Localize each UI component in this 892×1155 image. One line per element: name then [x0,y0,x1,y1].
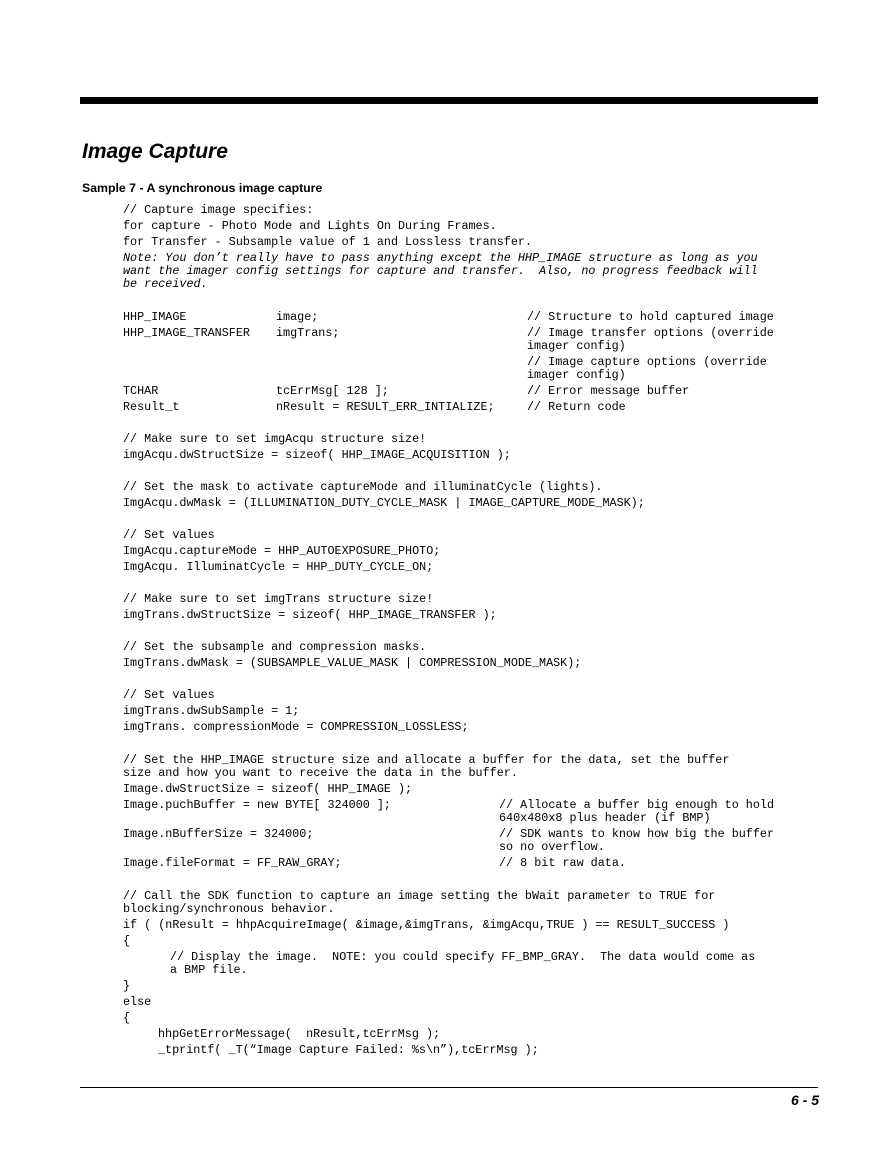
code-line: ImgTrans.dwMask = (SUBSAMPLE_VALUE_MASK | COMPRESSION_MODE_MASK); [123,656,582,670]
page-number: 6 - 5 [790,1092,819,1108]
code-line: { [123,934,131,948]
code-line: ImgAcqu. IlluminatCycle = HHP_DUTY_CYCLE_ON; [123,560,434,574]
top-rule [80,97,818,104]
code-line: size and how you want to receive the data in the buffer. [123,766,518,780]
code-line: imgTrans.dwStructSize = sizeof( HHP_IMAGE_TRANSFER ); [123,608,497,622]
code-comment-line: // Capture image specifies: [123,203,314,217]
code-statement: Image.puchBuffer = new BYTE[ 324000 ]; [123,798,391,812]
code-line: _tprintf( _T(“Image Capture Failed: %s\n”),tcErrMsg ); [158,1043,539,1057]
code-comment: 640x480x8 plus header (if BMP) [499,811,711,825]
code-line: Image.dwStructSize = sizeof( HHP_IMAGE ); [123,782,413,796]
decl-name: tcErrMsg[ 128 ]; [276,384,389,398]
code-line: ImgAcqu.captureMode = HHP_AUTOEXPOSURE_PHOTO; [123,544,441,558]
code-note-line: be received. [123,277,208,291]
section-title: Image Capture [82,140,228,163]
code-line: // Set the mask to activate captureMode and illuminatCycle (lights). [123,480,603,494]
decl-type: TCHAR [123,384,159,398]
code-comment: // Allocate a buffer big enough to hold [499,798,774,812]
decl-comment: // Return code [527,400,626,414]
code-comment: // 8 bit raw data. [499,856,626,870]
code-comment-line: for capture - Photo Mode and Lights On During Frames. [123,219,497,233]
decl-comment: // Structure to hold captured image [527,310,774,324]
decl-comment: imager config) [527,339,626,353]
code-line: // Set the subsample and compression masks. [123,640,427,654]
decl-type: HHP_IMAGE [123,310,187,324]
code-line: // Set values [123,688,215,702]
decl-comment: imager config) [527,368,626,382]
decl-name: imgTrans; [276,326,340,340]
code-line: hhpGetErrorMessage( nResult,tcErrMsg ); [158,1027,441,1041]
code-line: { [123,1011,131,1025]
decl-type: HHP_IMAGE_TRANSFER [123,326,250,340]
decl-comment: // Image capture options (override [527,355,767,369]
code-statement: Image.nBufferSize = 324000; [123,827,314,841]
code-line: imgAcqu.dwStructSize = sizeof( HHP_IMAGE_ACQUISITION ); [123,448,511,462]
code-line: a BMP file. [170,963,248,977]
code-line: } [123,979,131,993]
code-line: imgTrans. compressionMode = COMPRESSION_LOSSLESS; [123,720,469,734]
code-line: // Set the HHP_IMAGE structure size and allocate a buffer for the data, set the buffer [123,753,730,767]
code-note-line: Note: You don’t really have to pass anything except the HHP_IMAGE structure as long as you [123,251,758,265]
decl-type: Result_t [123,400,180,414]
code-line: blocking/synchronous behavior. [123,902,335,916]
code-line: if ( (nResult = hhpAcquireImage( &image,&imgTrans, &imgAcqu,TRUE ) == RESULT_SUCCESS ) [123,918,730,932]
bottom-rule [80,1087,818,1088]
code-line: // Make sure to set imgAcqu structure size! [123,432,427,446]
code-line: // Make sure to set imgTrans structure size! [123,592,434,606]
code-comment: so no overflow. [499,840,605,854]
sample-heading: Sample 7 - A synchronous image capture [82,181,323,195]
code-line: // Set values [123,528,215,542]
code-comment-line: for Transfer - Subsample value of 1 and Lossless transfer. [123,235,532,249]
code-line: imgTrans.dwSubSample = 1; [123,704,300,718]
code-line: // Display the image. NOTE: you could specify FF_BMP_GRAY. The data would come as [170,950,756,964]
decl-comment: // Error message buffer [527,384,690,398]
code-note-line: want the imager config settings for capture and transfer. Also, no progress feedback will [123,264,758,278]
code-line: ImgAcqu.dwMask = (ILLUMINATION_DUTY_CYCLE_MASK | IMAGE_CAPTURE_MODE_MASK); [123,496,645,510]
code-comment: // SDK wants to know how big the buffer [499,827,774,841]
decl-name: nResult = RESULT_ERR_INTIALIZE; [276,400,495,414]
decl-name: image; [276,310,319,324]
code-line: // Call the SDK function to capture an image setting the bWait parameter to TRUE for [123,889,716,903]
decl-comment: // Image transfer options (override [527,326,774,340]
code-line: else [123,995,152,1009]
code-statement: Image.fileFormat = FF_RAW_GRAY; [123,856,342,870]
